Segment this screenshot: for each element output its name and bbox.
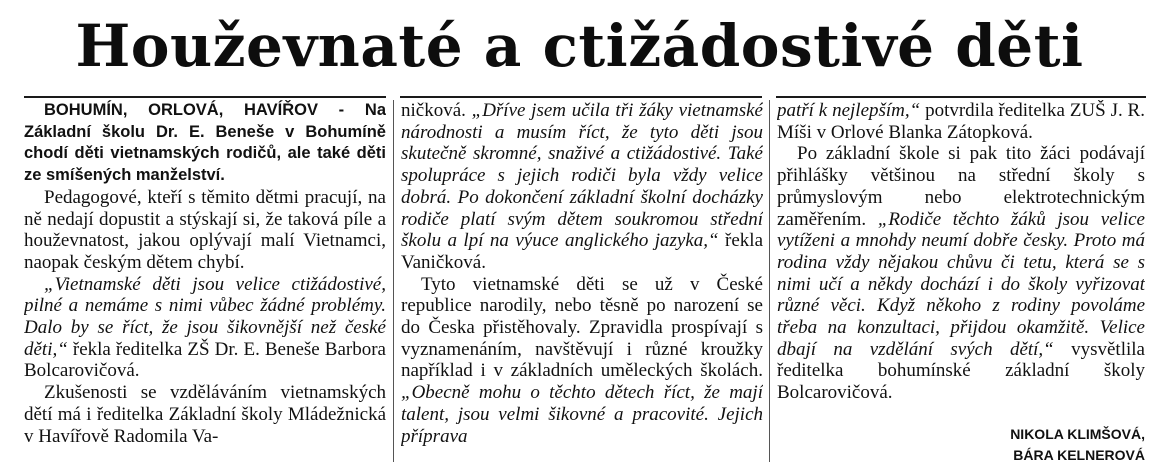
paragraph: Pedagogové, kteří s těmito dětmi pracují, na ně nedají dopustit a stýskají si, že taková píle a houževnatost, jakou oplývají malí Vietnamci, naopak českým dětem chybí. [24,186,386,273]
author-name: NIKOLA KLIMŠOVÁ, [1010,426,1145,442]
paragraph: Zkušenosti se vzděláváním vietnamských dětí má i ředitelka Základní školy Mládežnická v Havířově Radomila Va- [24,382,386,447]
paragraph [777,100,1145,143]
headline: Houževnaté a ctižádostivé děti [75,12,1084,80]
quote: „Dříve jsem učila tři žáky vietnamské národnosti a musím říct, že tyto děti jsou skutečně skromné, snaživé a ctižádostivé. Také spolupráce s jejich rodiči byla vždy velice dobrá. Po dokončení základní školní docházky rodiče platí svým dětem soukromou střední školu a lpí na výuce anglického jazyka,“ [401,100,763,252]
article-column-3 [777,100,1145,466]
article-column-1 [24,100,386,466]
attribution: řekla Vaničková. [401,230,763,273]
lead-paragraph [24,100,386,187]
article-column-2 [401,100,763,466]
dateline: BOHUMÍN, ORLOVÁ, HAVÍŘOV [44,101,318,119]
paragraph-text: Po základní škole si pak tito žáci podávají přihlášky většinou na střední školy s průmyslovým nebo elektrotechnickým zaměřením. [777,143,1145,230]
paragraph [401,100,763,274]
quote: „Rodiče těchto žáků jsou velice vytíženi a mnohdy neumí dobře česky. Proto má rodina vždy nějakou chůvu či tetu, která se s nimi učí a někdy dochází i do školy vyřizovat různé věci. Když někoho z rodiny povoláme třeba na konzultaci, přijdou okamžitě. Velice dbají na vzdělání svých dětí,“ [777,208,1145,360]
column-divider [393,100,394,462]
attribution: řekla ředitelka ZŠ Dr. E. Beneše Barbora Bolcarovičová. [24,338,386,382]
quote: patří k nejlepším,“ [777,100,921,121]
column-divider [769,100,770,462]
column-rule [776,96,1146,98]
attribution: vysvětlila ředitelka bohumínské základní školy Bolcarovičová. [777,338,1145,404]
paragraph [24,274,386,383]
column-rule [24,96,386,98]
paragraph-text: Tyto vietnamské děti se už v České republice narodily, nebo těsně po narození se do Česka přistěhovaly. Zpravidla prospívají s vyznamenáním, navštěvují i různé kroužky například i v základních uměleckých školách. [401,273,763,382]
quote: „Obecně mohu o těchto dětech říct, že mají talent, jsou velmi šikovné a pracovité. Jejich příprava [401,382,763,447]
paragraph [401,274,763,448]
continuation: ničková. [401,100,472,121]
quote: „Vietnamské děti jsou velice ctižádostivé, pilné a nemáme s nimi vůbec žádné problémy. Dalo by se říct, že jsou šikovnější než české děti,“ [24,273,386,360]
column-rule [400,96,762,98]
lead-text: - Na Základní školu Dr. E. Beneše v Bohumíně chodí děti vietnamských rodičů, ale také děti ze smíšených manželství. [24,101,386,185]
attribution: potvrdila ředitelka ZUŠ J. R. Míši v Orlové Blanka Zátopková. [777,100,1145,143]
byline [1010,424,1145,466]
author-name: BÁRA KELNEROVÁ [1013,447,1145,463]
paragraph [777,143,1145,403]
